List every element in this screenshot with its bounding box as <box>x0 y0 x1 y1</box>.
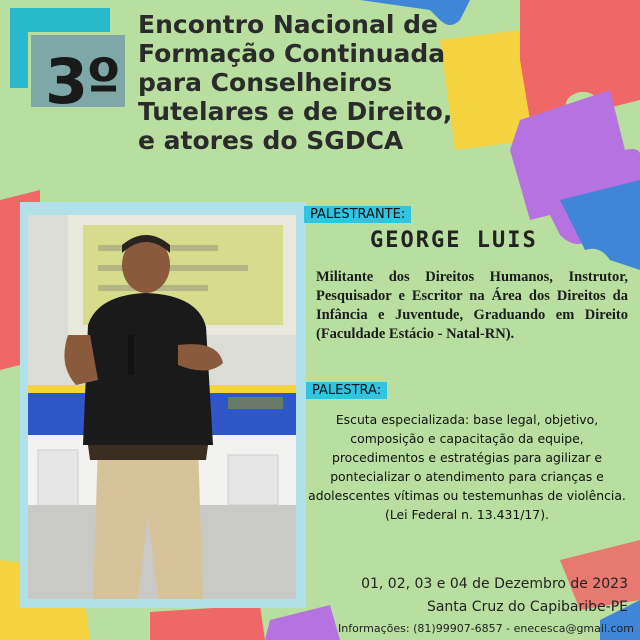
speaker-photo-illustration <box>28 215 296 599</box>
title-line: e atores do SGDCA <box>138 126 404 155</box>
title-line: Encontro Nacional de <box>138 10 438 39</box>
event-contact: Informações: (81)99907-6857 - enecesca@gmail.com <box>338 622 634 635</box>
event-location: Santa Cruz do Capibaribe-PE <box>426 599 628 615</box>
edition-number: 3º <box>45 45 120 118</box>
title-line: Tutelares e de Direito, <box>138 97 453 126</box>
badge-front-shape <box>28 32 128 118</box>
speaker-photo <box>28 215 296 599</box>
talk-section-label: PALESTRA: <box>306 382 387 399</box>
edition-badge <box>10 8 130 118</box>
title-line: Formação Continuada <box>138 39 446 68</box>
event-title <box>138 10 468 155</box>
speaker-bio: Militante dos Direitos Humanos, Instrutor, Pesquisador e Escritor na Área dos Direitos da Infância e Juventude, Graduando em Direito (Faculdade Estácio - Natal-RN). <box>316 269 628 342</box>
speaker-name: GEORGE LUIS <box>370 228 538 253</box>
title-line: para Conselheiros <box>138 68 393 97</box>
event-dates: 01, 02, 03 e 04 de Dezembro de 2023 <box>361 576 628 592</box>
speaker-section-label: PALESTRANTE: <box>304 206 411 223</box>
talk-description: Escuta especializada: base legal, objetivo, composição e capacitação da equipe, procedimentos e estratégias para agilizar e pontecializar o atendimento para crianças e adolescentes vítimas ou testemunhas de violência. (Lei Federal n. 13.431/17). <box>308 412 626 522</box>
